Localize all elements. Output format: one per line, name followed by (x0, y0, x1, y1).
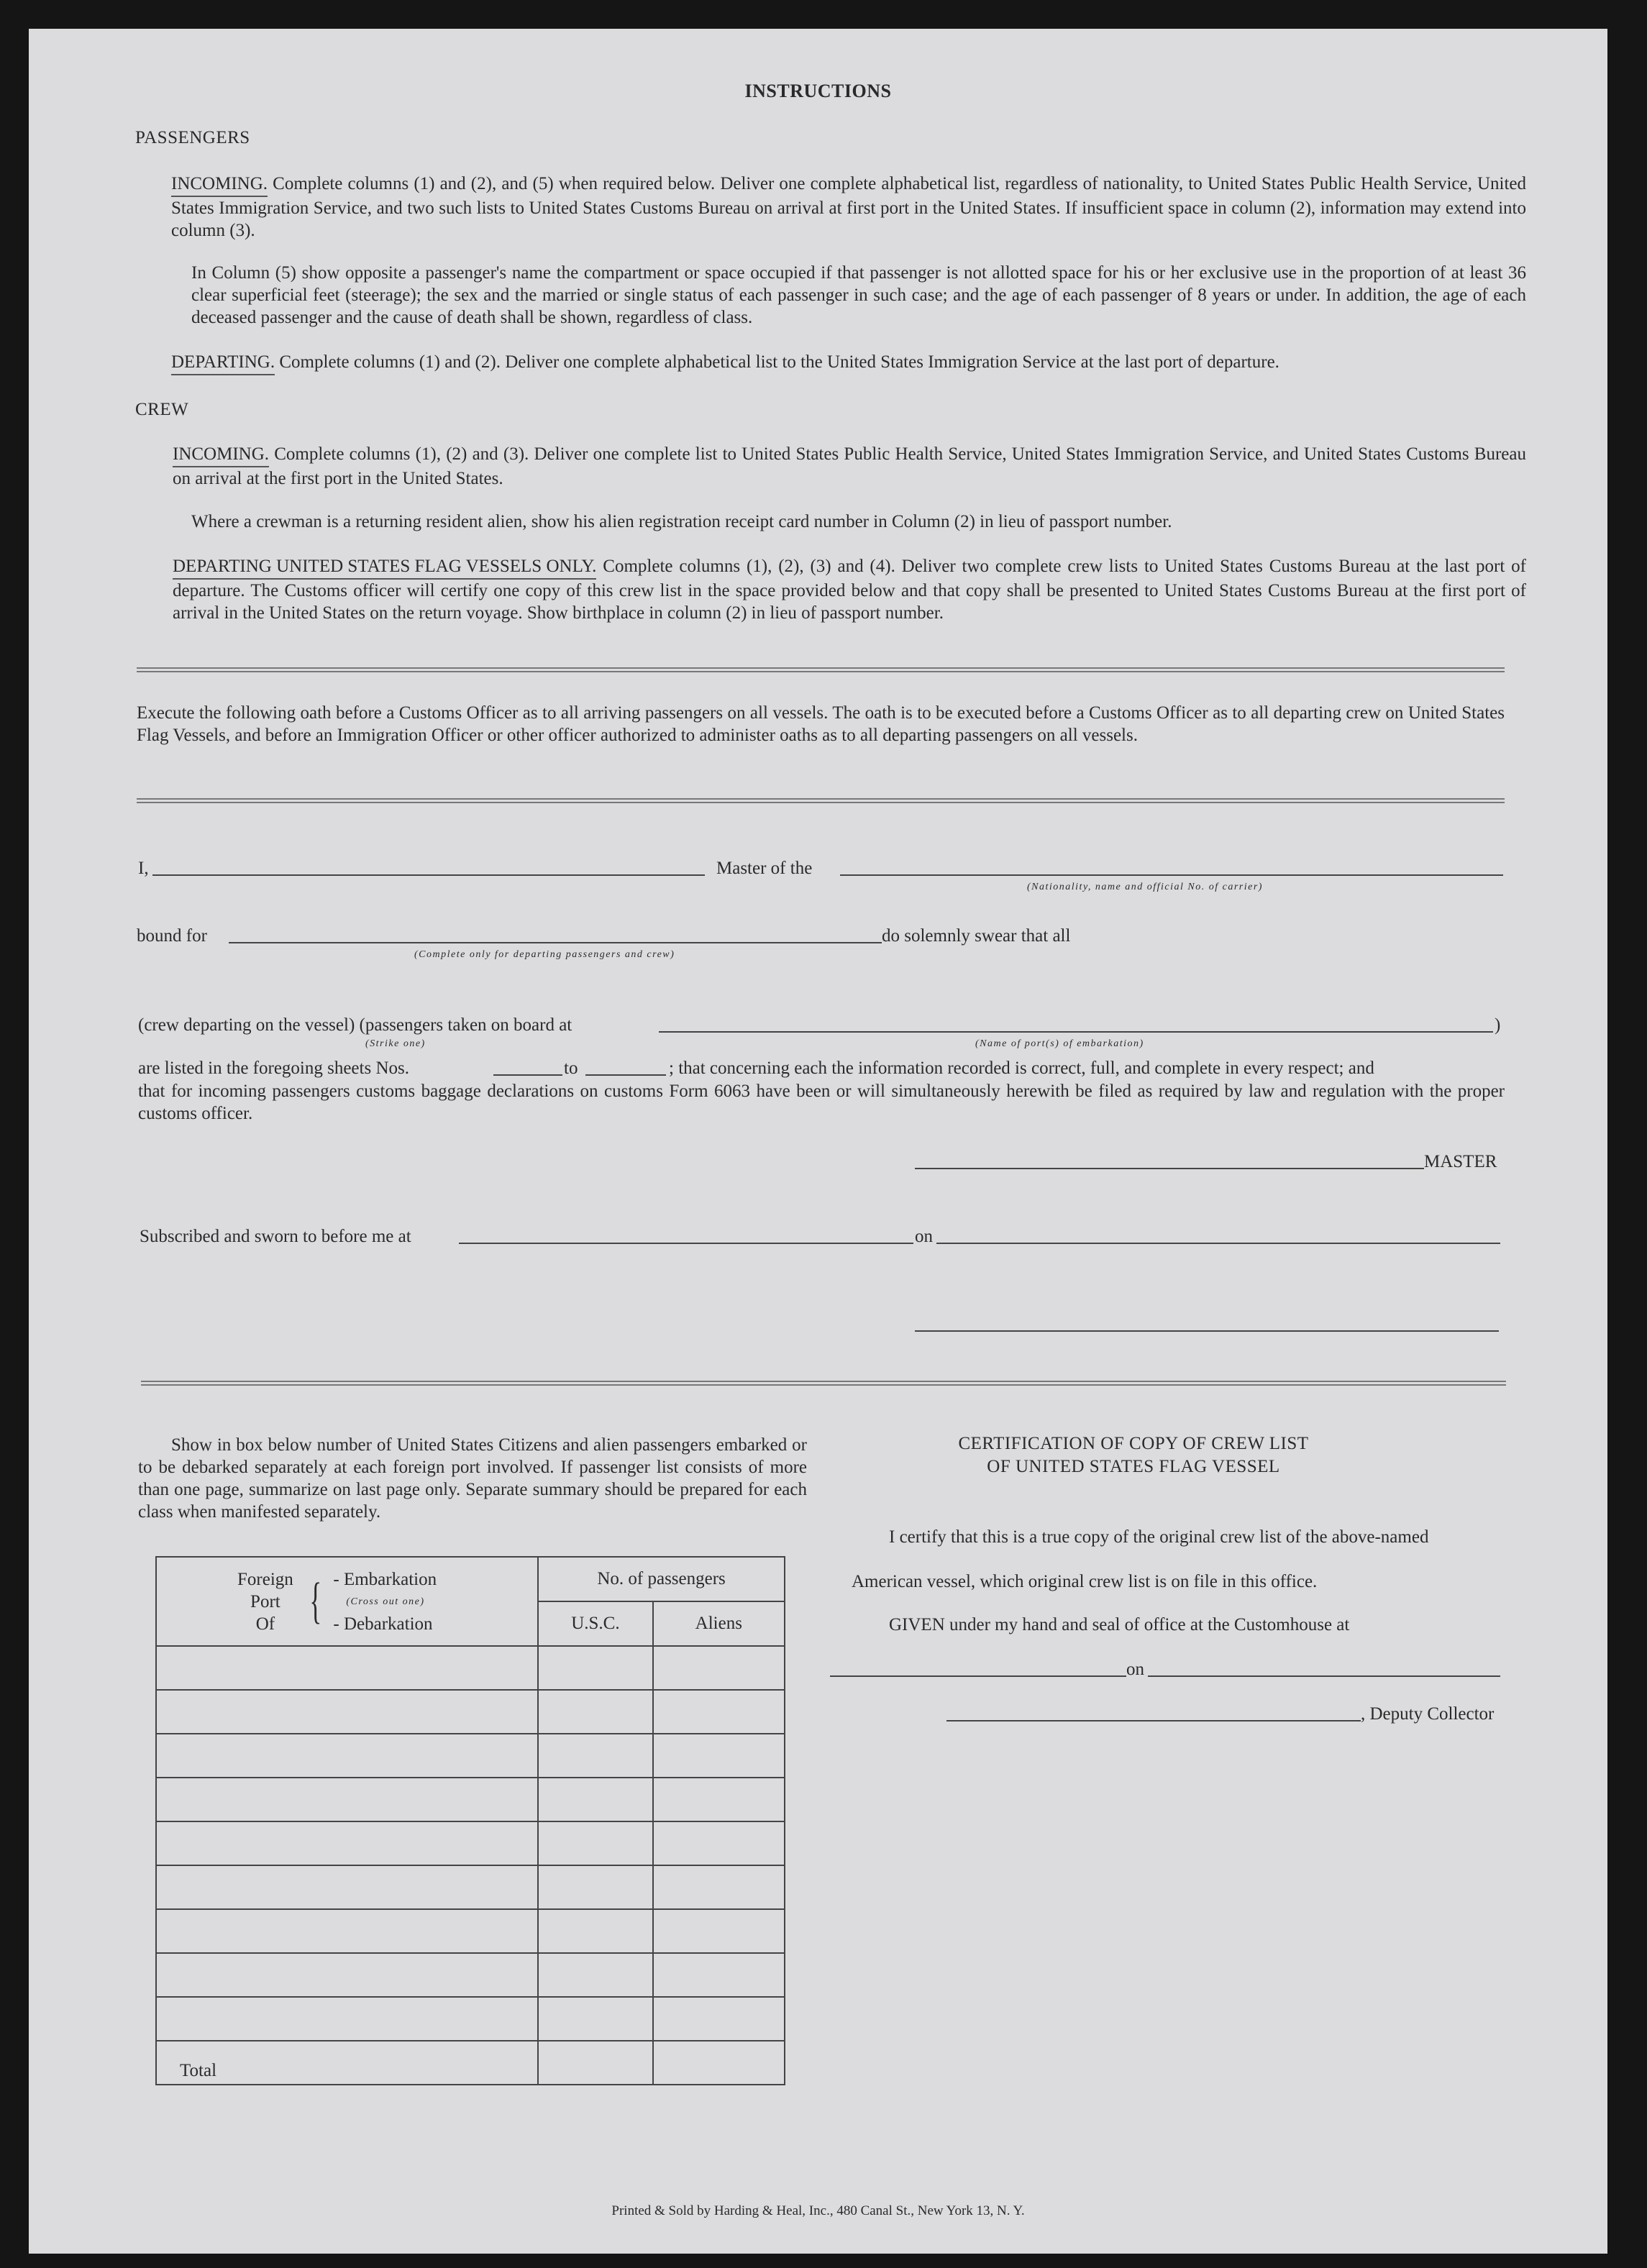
crew-departing-paragraph (173, 555, 1526, 624)
deputy-signature-field[interactable] (946, 1720, 1361, 1721)
certification-title-1: CERTIFICATION OF COPY OF CREW LIST (958, 1434, 1309, 1453)
divider-3 (141, 1381, 1506, 1386)
cert-on-word: on (1126, 1660, 1144, 1679)
total-label: Total (156, 2041, 538, 2085)
form-sheet (29, 29, 1607, 2254)
listed-prefix: are listed in the foregoing sheets Nos. (138, 1058, 409, 1078)
column5-paragraph: In Column (5) show opposite a passenger's name the compartment or space occupied if that passenger is not allotted space for his or her exclusive use in the proportion of at least 36 clear superficial feet (steerage); the sex and the married or single status of each passenger in such case; and the age of each passenger of 8 years or under. In addition, the age of each deceased passenger and the cause of death shall be shown, regardless of class. (191, 263, 1526, 327)
port-cell[interactable] (156, 1953, 538, 1997)
aliens-cell[interactable] (653, 1778, 785, 1821)
passengers-departing-paragraph (171, 351, 1526, 375)
page-title: INSTRUCTIONS (744, 81, 892, 101)
passengers-departing-text: Complete columns (1) and (2). Deliver one complete alphabetical list to the United States Immigration Service at the last port of departure. (279, 352, 1279, 372)
bound-for-field[interactable] (229, 942, 882, 943)
crew-incoming-text: Complete columns (1), (2) and (3). Deliver one complete list to United States Public Health Service, United States Immigration Service, and United States Customs Bureau on arrival at the first port in the United States. (173, 444, 1526, 488)
usc-cell[interactable] (538, 1778, 653, 1821)
port-cell[interactable] (156, 1909, 538, 1953)
crew-incoming-paragraph (173, 443, 1526, 490)
oath-intro: Execute the following oath before a Customs Officer as to all arriving passengers on all vessels. The oath is to be executed before a Customs Officer as to all departing crew on United States Flag Vessels, and before an Immigration Officer or other officer authorized to administer oaths as to all departing passengers on all vessels. (137, 703, 1505, 745)
brace-glyph: { (309, 1573, 321, 1629)
master-label: MASTER (1424, 1152, 1497, 1171)
usc-cell[interactable] (538, 1909, 653, 1953)
usc-cell[interactable] (538, 1865, 653, 1909)
nationality-caption: (Nationality, name and official No. of carrier) (1027, 882, 1263, 892)
embarkation-label: - Embarkation (333, 1569, 437, 1589)
complete-only-caption: (Complete only for departing passengers and crew) (414, 949, 675, 960)
passengers-incoming-text: Complete columns (1) and (2), and (5) when required below. Deliver one complete alphabetical list, regardless of nationality, to United States Public Health Service, United States Immigration Service, and two such lists to United States Customs Bureau on arrival at first port in the United States. If insufficient space in column (2), information may extend into column (3). (171, 174, 1526, 240)
usc-cell[interactable] (538, 1646, 653, 1690)
strike-one-caption: (Strike one) (365, 1038, 426, 1049)
usc-cell[interactable] (538, 1821, 653, 1865)
master-of-the-label: Master of the (716, 859, 813, 878)
certification-title-2: OF UNITED STATES FLAG VESSEL (987, 1457, 1280, 1476)
certify-text: I certify that this is a true copy of the original crew list of the above-named (889, 1527, 1429, 1547)
sheet-from-field[interactable] (493, 1074, 562, 1076)
usc-cell[interactable] (538, 1953, 653, 1997)
usc-header: U.S.C. (538, 1601, 653, 1646)
total-usc-cell[interactable] (538, 2041, 653, 2085)
port-cell[interactable] (156, 1734, 538, 1778)
foreign-label: Foreign (237, 1569, 293, 1589)
sworn-date-field[interactable] (936, 1243, 1500, 1244)
aliens-header: Aliens (653, 1601, 785, 1646)
solemnly-swear-text: do solemnly swear that all (882, 926, 1071, 946)
given-text: GIVEN under my hand and seal of office at the Customhouse at (889, 1615, 1350, 1634)
aliens-cell[interactable] (653, 1734, 785, 1778)
port-label: Port (250, 1591, 280, 1611)
listed-suffix: ; that concerning each the information recorded is correct, full, and complete in every respect; and (669, 1058, 1374, 1078)
passengers-departing-label: DEPARTING. (171, 351, 275, 375)
passenger-summary-table (155, 1556, 785, 2085)
crew-returning-paragraph: Where a crewman is a returning resident alien, show his alien registration receipt card number in Column (2) in lieu of passport number. (191, 512, 1172, 531)
cert-date-field[interactable] (1148, 1675, 1500, 1677)
officer-signature-field[interactable] (915, 1330, 1499, 1332)
on-word: on (915, 1227, 933, 1246)
port-header-cell (156, 1557, 538, 1646)
divider-1 (137, 667, 1505, 672)
bound-for-label: bound for (137, 926, 207, 946)
usc-cell[interactable] (538, 1734, 653, 1778)
i-label: I, (138, 859, 149, 878)
sheet-to-field[interactable] (585, 1074, 666, 1076)
ports-caption: (Name of port(s) of embarkation) (975, 1038, 1144, 1049)
american-vessel-text: American vessel, which original crew list is on file in this office. (852, 1572, 1318, 1591)
aliens-cell[interactable] (653, 1690, 785, 1734)
divider-2 (137, 798, 1505, 803)
aliens-cell[interactable] (653, 1646, 785, 1690)
crew-departing-label: DEPARTING UNITED STATES FLAG VESSELS ONLY. (173, 555, 596, 580)
total-aliens-cell[interactable] (653, 2041, 785, 2085)
printer-footer: Printed & Sold by Harding & Heal, Inc., 480 Canal St., New York 13, N. Y. (611, 2203, 1025, 2218)
aliens-cell[interactable] (653, 1953, 785, 1997)
debarkation-label: - Debarkation (333, 1614, 433, 1634)
master-name-field[interactable] (152, 874, 705, 876)
sworn-place-field[interactable] (459, 1243, 913, 1244)
summary-instructions: Show in box below number of United States Citizens and alien passengers embarked or to be debarked separately at each foreign port involved. If passenger list consists of more than one page, summarize on last page only. Separate summary should be prepared for each class when manifested separately. (138, 1435, 807, 1522)
master-signature-field[interactable] (915, 1168, 1424, 1169)
listed-rest: that for incoming passengers customs baggage declarations on customs Form 6063 have been or will simultaneously herewith be filed as required by law and regulation with the proper customs officer. (138, 1082, 1505, 1123)
passengers-incoming-paragraph (171, 173, 1526, 242)
port-cell[interactable] (156, 1997, 538, 2041)
passengers-incoming-label: INCOMING. (171, 173, 268, 197)
usc-cell[interactable] (538, 1690, 653, 1734)
of-label: Of (255, 1614, 275, 1634)
port-cell[interactable] (156, 1821, 538, 1865)
deputy-collector-label: , Deputy Collector (1361, 1704, 1495, 1724)
close-paren: ) (1495, 1015, 1501, 1035)
embarkation-ports-field[interactable] (659, 1031, 1493, 1033)
port-cell[interactable] (156, 1865, 538, 1909)
crew-heading: CREW (135, 400, 189, 419)
aliens-cell[interactable] (653, 1909, 785, 1953)
aliens-cell[interactable] (653, 1821, 785, 1865)
cross-out-label: (Cross out one) (346, 1596, 425, 1607)
no-of-passengers-header: No. of passengers (538, 1557, 785, 1601)
usc-cell[interactable] (538, 1997, 653, 2041)
customhouse-field[interactable] (830, 1675, 1126, 1677)
port-cell[interactable] (156, 1778, 538, 1821)
port-cell[interactable] (156, 1690, 538, 1734)
aliens-cell[interactable] (653, 1865, 785, 1909)
carrier-field[interactable] (840, 874, 1503, 876)
port-cell[interactable] (156, 1646, 538, 1690)
to-word: to (564, 1058, 578, 1078)
subscribed-text: Subscribed and sworn to before me at (140, 1227, 411, 1246)
crew-passengers-text: (crew departing on the vessel) (passengers taken on board at (138, 1015, 572, 1035)
crew-departing-text: Complete columns (1), (2), (3) and (4). Deliver two complete crew lists to United States Customs Bureau at the last port of departure. The Customs officer will certify one copy of this crew list in the space provided below and that copy shall be presented to United States Customs Bureau at the first port of arrival in the United States on the return voyage. Show birthplace in column (2) in lieu of passport number. (173, 557, 1527, 623)
aliens-cell[interactable] (653, 1997, 785, 2041)
crew-incoming-label: INCOMING. (173, 443, 269, 467)
passengers-heading: PASSENGERS (135, 128, 250, 147)
